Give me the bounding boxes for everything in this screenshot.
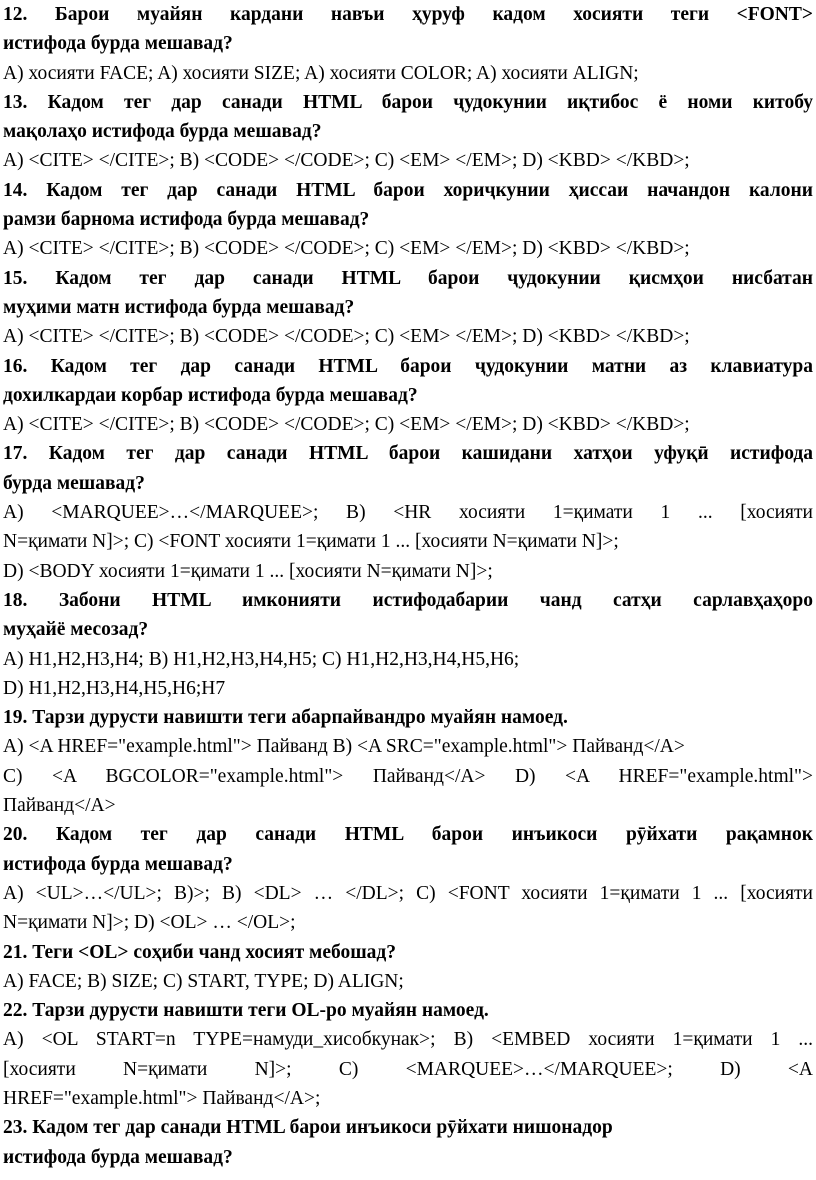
answer-options-line: Пайванд</A> — [3, 795, 116, 817]
answer-options-line: [хосияти N=қимати N]>; C) <MARQUEE>…</MARQUEE>; D) <A — [3, 1058, 813, 1080]
question-text-line: 16. Кадом тег дар санади HTML барои ҷудокунии матни аз клавиатура — [3, 355, 813, 377]
question-text-line: 14. Кадом тег дар санади HTML барои хориҷкунии ҳиссаи начандон калони — [3, 179, 813, 201]
answer-options-line: A) <CITE> </CITE>; B) <CODE> </CODE>; C) <EM> </EM>; D) <KBD> </KBD>; — [3, 414, 690, 436]
question-text-line: 22. Тарзи дурусти навишти теги OL-ро муайян намоед. — [3, 1000, 489, 1022]
question-text-line: муҳайё месозад? — [3, 619, 149, 641]
answer-options-line: A) FACE; B) SIZE; C) START, TYPE; D) ALIGN; — [3, 970, 404, 992]
question-text-line: 12. Барои муайян кардани навъи ҳуруф кадом хосияти теги <FONT> — [3, 4, 813, 25]
question-text-line: истифода бурда мешавад? — [3, 33, 233, 55]
question-text-line: истифода бурда мешавад? — [3, 853, 233, 875]
question-text-line: 23. Кадом тег дар санади HTML барои инъикоси рӯйхати нишонадор — [3, 1117, 613, 1139]
answer-options-line: A) <CITE> </CITE>; B) <CODE> </CODE>; C) <EM> </EM>; D) <KBD> </KBD>; — [3, 326, 690, 348]
answer-options-line: A) хосияти FACE; A) хосияти SIZE; A) хосияти COLOR; A) хосияти ALIGN; — [3, 62, 639, 84]
answer-options-line: A) <CITE> </CITE>; B) <CODE> </CODE>; C) <EM> </EM>; D) <KBD> </KBD>; — [3, 150, 690, 172]
question-text-line: 15. Кадом тег дар санади HTML барои ҷудокунии қисмҳои нисбатан — [3, 267, 813, 289]
question-text-line: бурда мешавад? — [3, 472, 145, 494]
answer-options-line: N=қимати N]>; D) <OL> … </OL>; — [3, 912, 296, 934]
question-text-line: 18. Забони HTML имконияти истифодабарии чанд сатҳи сарлавҳаҳоро — [3, 589, 813, 611]
answer-options-line: C) <A BGCOLOR="example.html"> Пайванд</A> D) <A HREF="example.html"> — [3, 765, 813, 787]
question-text-line: 17. Кадом тег дар санади HTML барои кашидани хатҳои уфуқӣ истифода — [3, 443, 813, 465]
question-text-line: рамзи барнома истифода бурда мешавад? — [3, 209, 370, 231]
answer-options-line: A) H1,H2,H3,H4; B) H1,H2,H3,H4,H5; C) H1,H2,H3,H4,H5,H6; — [3, 648, 520, 670]
answer-options-line: D) <BODY хосияти 1=қимати 1 ... [хосияти N=қимати N]>; — [3, 560, 493, 582]
answer-options-line: N=қимати N]>; C) <FONT хосияти 1=қимати 1 ... [хосияти N=қимати N]>; — [3, 531, 619, 553]
question-text-line: 19. Тарзи дурусти навишти теги абарпайвандро муайян намоед. — [3, 707, 568, 729]
document-page — [3, 0, 813, 1172]
answer-options-line: A) <MARQUEE>…</MARQUEE>; B) <HR хосияти 1=қимати 1 ... [хосияти — [3, 502, 813, 524]
answer-options-line: A) <OL START=n TYPE=намуди_хисобкунак>; B) <EMBED хосияти 1=қимати 1 ... — [3, 1029, 813, 1051]
question-text-line: 21. Теги <OL> соҳиби чанд хосият мебошад? — [3, 941, 397, 963]
answer-options-line: D) H1,H2,H3,H4,H5,H6;H7 — [3, 677, 226, 699]
answer-options-line: HREF="example.html"> Пайванд</A>; — [3, 1087, 321, 1109]
question-text-line: 20. Кадом тег дар санади HTML барои инъикоси рӯйхати рақамнок — [3, 824, 813, 846]
question-text-line: 13. Кадом тег дар санади HTML барои ҷудокунии иқтибос ё номи китобу — [3, 91, 813, 113]
question-text-line: дохилкардаи корбар истифода бурда мешавад? — [3, 384, 418, 406]
answer-options-line: A) <UL>…</UL>; B)>; B) <DL> … </DL>; C) <FONT хосияти 1=қимати 1 ... [хосияти — [3, 882, 813, 904]
question-text-line: истифода бурда мешавад? — [3, 1146, 233, 1168]
answer-options-line: A) <CITE> </CITE>; B) <CODE> </CODE>; C) <EM> </EM>; D) <KBD> </KBD>; — [3, 238, 690, 260]
question-text-line: мақолаҳо истифода бурда мешавад? — [3, 121, 322, 143]
answer-options-line: A) <A HREF="example.html"> Пайванд B) <A SRC="example.html"> Пайванд</A> — [3, 736, 685, 758]
question-text-line: муҳими матн истифода бурда мешавад? — [3, 296, 355, 318]
